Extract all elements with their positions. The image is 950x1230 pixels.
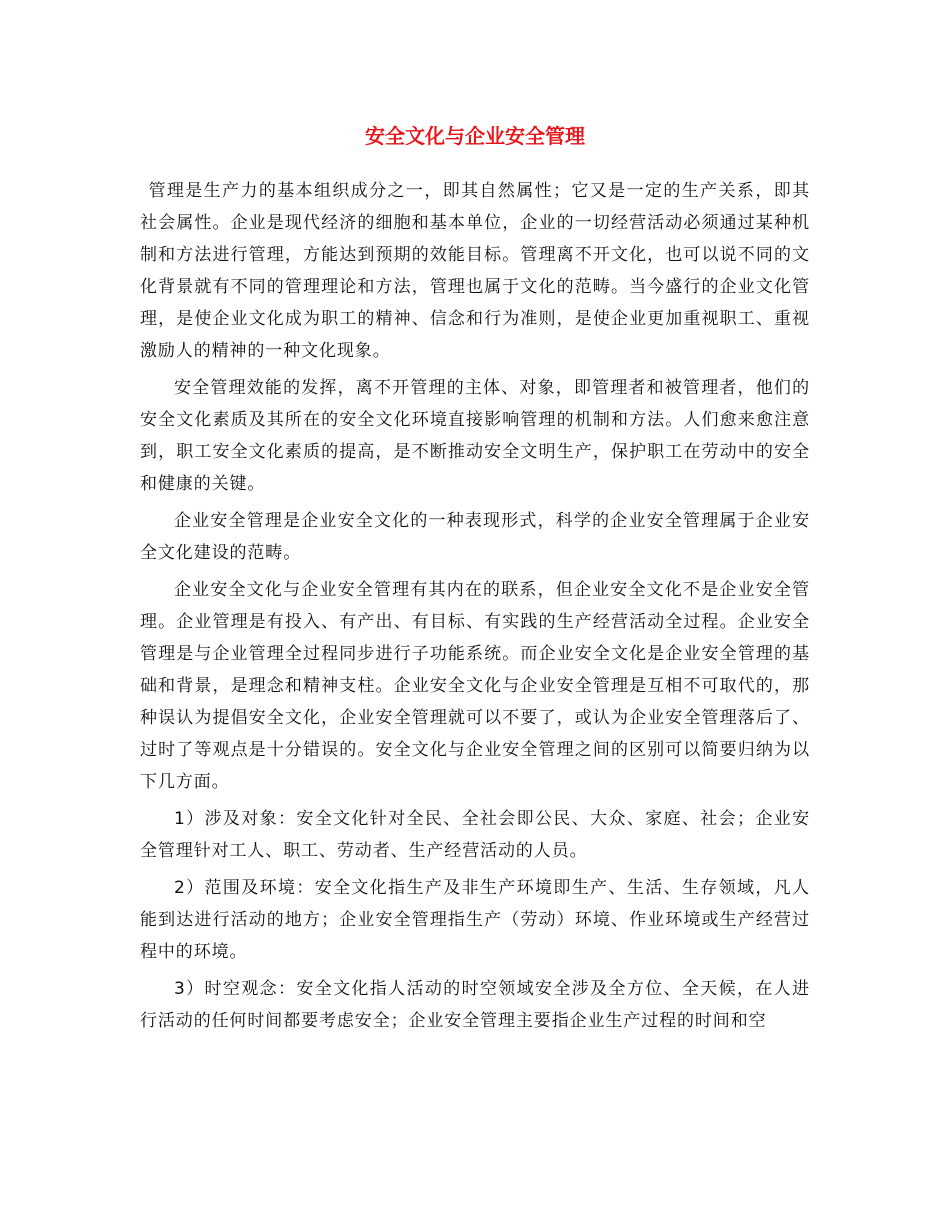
paragraph: 2）范围及环境：安全文化指生产及非生产环境即生产、生活、生存领域，凡人能到达进行活动的地方；企业安全管理指生产（劳动）环境、作业环境或生产经营过程中的环境。 (140, 878, 810, 962)
paragraph: 1）涉及对象：安全文化针对全民、全社会即公民、大众、家庭、社会；企业安全管理针对工人、职工、劳动者、生产经营活动的人员。 (140, 809, 810, 861)
paragraph: 3）时空观念：安全文化指人活动的时空领域安全涉及全方位、全天候，在人进行活动的任何时间都要考虑安全；企业安全管理主要指企业生产过程的时间和空 (140, 979, 810, 1031)
paragraph: 企业安全文化与企业安全管理有其内在的联系，但企业安全文化不是企业安全管理。企业管理是有投入、有产出、有目标、有实践的生产经营活动全过程。企业安全管理是与企业管理全过程同步进行子功能系统。而企业安全文化是企业安全管理的基础和背景，是理念和精神支柱。企业安全文化与企业安全管理是互相不可取代的，那种误认为提倡安全文化，企业安全管理就可以不要了，或认为企业安全管理落后了、过时了等观点是十分错误的。安全文化与企业安全管理之间的区别可以简要归纳为以下几方面。 (140, 580, 810, 792)
document-body (140, 175, 810, 1042)
paragraph: 企业安全管理是企业安全文化的一种表现形式，科学的企业安全管理属于企业安全文化建设的范畴。 (140, 511, 810, 563)
paragraph: 管理是生产力的基本组织成分之一，即其自然属性；它又是一定的生产关系，即其社会属性。企业是现代经济的细胞和基本单位，企业的一切经营活动必须通过某种机制和方法进行管理，方能达到预期的效能目标。管理离不开文化，也可以说不同的文化背景就有不同的管理理论和方法，管理也属于文化的范畴。当今盛行的企业文化管理，是使企业文化成为职工的精神、信念和行为准则，是使企业更加重视职工、重视激励人的精神的一种文化现象。 (140, 181, 810, 361)
paragraph: 安全管理效能的发挥，离不开管理的主体、对象，即管理者和被管理者，他们的安全文化素质及其所在的安全文化环境直接影响管理的机制和方法。人们愈来愈注意到，职工安全文化素质的提高，是不断推动安全文明生产，保护职工在劳动中的安全和健康的关键。 (140, 378, 810, 494)
document-title: 安全文化与企业安全管理 (365, 124, 585, 148)
